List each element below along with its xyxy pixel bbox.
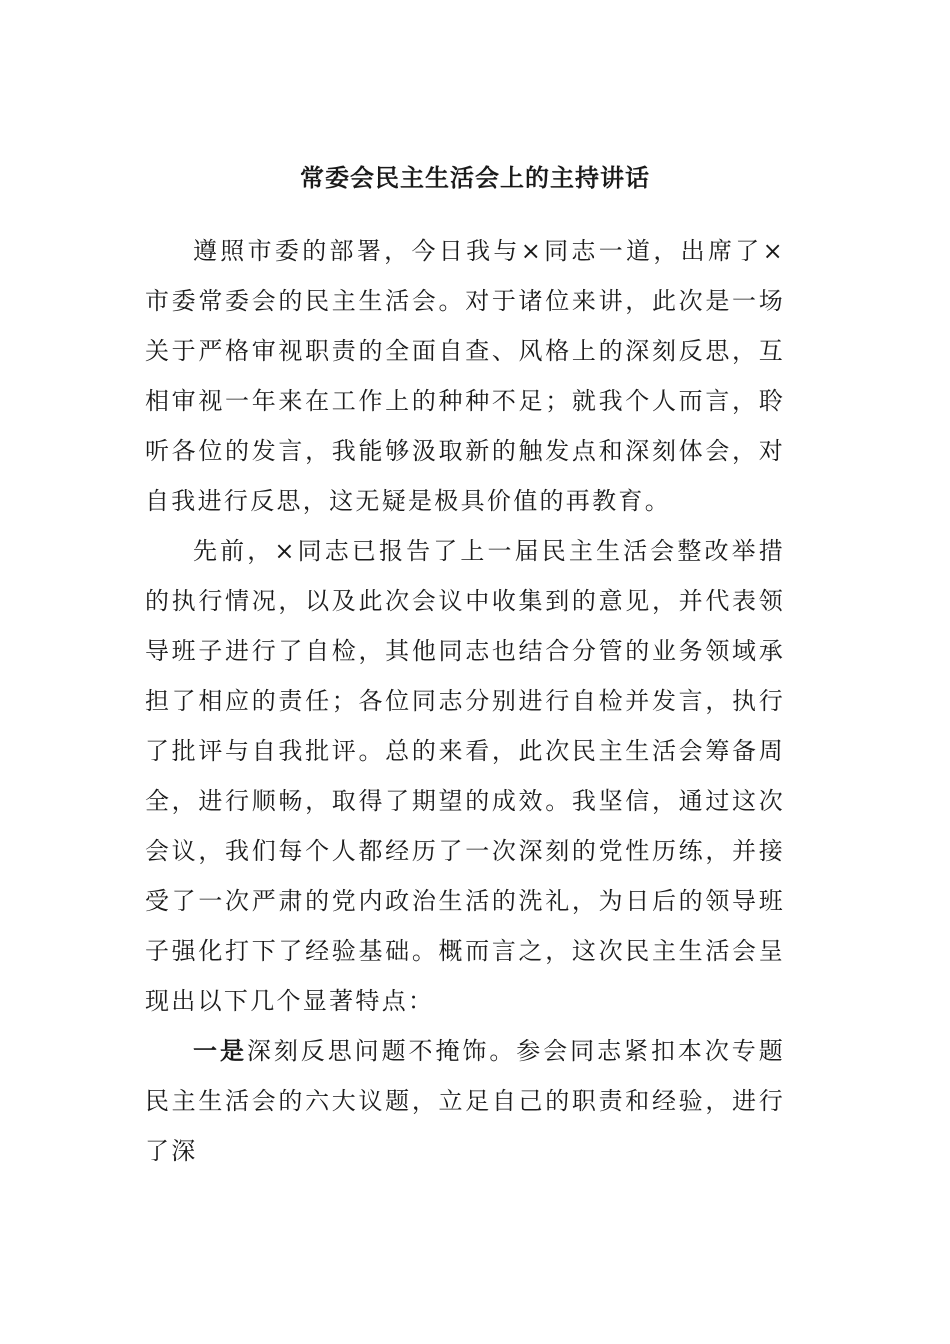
paragraph-lead: 一是 (193, 1037, 247, 1065)
paragraph-text: 遵照市委的部署，今日我与×同志一道，出席了×市委常委会的民主生活会。对于诸位来讲，此次是一场关于严格审视职责的全面自查、风格上的深刻反思，互相审视一年来在工作上的种种不足；就我个人而言，聆听各位的发言，我能够汲取新的触发点和深刻体会，对自我进行反思，这无疑是极具价值的再教育。 (145, 237, 785, 515)
paragraph-3 (145, 1026, 785, 1176)
paragraph-1 (145, 226, 785, 526)
paragraph-2 (145, 526, 785, 1026)
document-body (145, 226, 785, 1176)
document-title: 常委会民主生活会上的主持讲话 (300, 164, 650, 192)
paragraph-text: 深刻反思问题不掩饰。参会同志紧扣本次专题民主生活会的六大议题，立足自己的职责和经验，进行了深 (145, 1037, 786, 1165)
paragraph-text: 先前，×同志已报告了上一届民主生活会整改举措的执行情况，以及此次会议中收集到的意见，并代表领导班子进行了自检，其他同志也结合分管的业务领域承担了相应的责任；各位同志分别进行自检并发言，执行了批评与自我批评。总的来看，此次民主生活会筹备周全，进行顺畅，取得了期望的成效。我坚信，通过这次会议，我们每个人都经历了一次深刻的党性历练，并接受了一次严肃的党内政治生活的洗礼，为日后的领导班子强化打下了经验基础。概而言之，这次民主生活会呈现出以下几个显著特点： (145, 537, 785, 1015)
